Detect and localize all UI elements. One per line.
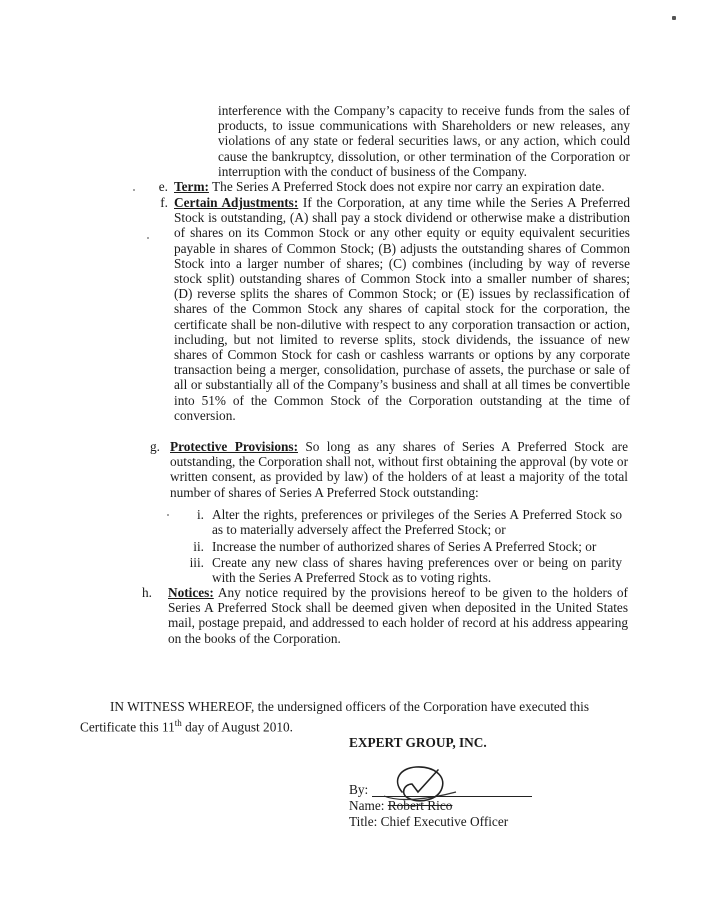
section-letter: h.: [142, 585, 152, 600]
witness-lead: IN WITNESS WHEREOF, the undersigned officers of the Corporation have executed this Certificate this 11: [80, 699, 589, 735]
subitem-ii: [178, 539, 626, 555]
section-h-notices: [140, 585, 630, 651]
signer-title: Chief Executive Officer: [380, 814, 509, 829]
signer-name-line: [349, 798, 452, 813]
witness-clause: [80, 699, 620, 735]
subitem-text: Alter the rights, preferences or privileges of the Series A Preferred Stock so as to materially adversely affect the Preferred Stock; or: [212, 507, 622, 538]
witness-superscript: th: [174, 718, 182, 729]
subitem-number: iii.: [189, 555, 204, 570]
section-letter: f.: [160, 195, 168, 210]
subitem-number: i.: [196, 507, 204, 522]
section-heading: Protective Provisions:: [170, 439, 298, 454]
signature-rule: [372, 786, 532, 797]
scan-speck: [133, 189, 135, 191]
subitem-i: [178, 507, 626, 539]
section-heading: Notices:: [168, 585, 214, 600]
section-g-protective-provisions: [148, 439, 630, 505]
scan-speck: [147, 237, 149, 239]
subitem-number: ii.: [193, 539, 204, 554]
title-label: Title:: [349, 814, 378, 829]
subitem-text: Create any new class of shares having preferences over or being on parity with the Series A Preferred Stock as to voting rights.: [212, 555, 622, 586]
signature-by-line: [349, 782, 532, 797]
section-heading: Term:: [174, 179, 209, 194]
section-heading: Certain Adjustments:: [174, 195, 299, 210]
section-body: Any notice required by the provisions hereof to be given to the holders of Series A Preferred Stock shall be deemed given when deposited in the United States mail, postage prepaid, and addressed to each holder of record at his address appearing on the books of the Corporation.: [168, 585, 628, 646]
company-name: EXPERT GROUP, INC.: [349, 735, 487, 750]
section-f-certain-adjustments: [158, 195, 630, 455]
section-body: The Series A Preferred Stock does not expire nor carry an expiration date.: [208, 179, 605, 194]
section-body: If the Corporation, at any time while the Series A Preferred Stock is outstanding, (A) shall pay a stock dividend or otherwise make a distribution of shares on its Common Stock or any other equity or equity equivalent securities payable in shares of Common Stock; (B) adjusts the outstanding shares of Common Stock into a larger number of shares; (C) combines (including by way of reverse stock split) outstanding shares of Common Stock into a smaller number of shares; (D) reverse splits the shares of Common Stock; or (E) issues by reclassification of shares of the Common Stock any shares of capital stock for the corporation, the certificate shall be non-dilutive with respect to any corporation transaction or action, including, but not limited to reverse splits, stock dividends, the issuance of new shares of Common Stock for cash or cashless warrants or options by any corporate transaction being a merger, consolidation, purchase of assets, the purchase or sale of all or substantially all of the Company’s business and shall at all times be convertible into 51% of the Common Stock of the Corporation outstanding at the time of conversion.: [174, 195, 630, 423]
scan-speck: [167, 514, 169, 516]
section-e-term: [158, 179, 630, 195]
continuation-paragraph: interference with the Company’s capacity to receive funds from the sales of products, to issue communications with Shareholders or new releases, any violations of any state or federal securities laws, or any action, which could cause the bankruptcy, dissolution, or other termination of the Corporation or interruption with the conduct of business of the Company.: [218, 103, 630, 179]
scan-mark: [672, 16, 676, 20]
name-label: Name:: [349, 798, 385, 813]
subitem-text: Increase the number of authorized shares of Series A Preferred Stock; or: [212, 539, 597, 554]
signer-name: Robert Rico: [387, 798, 453, 813]
section-body: So long as any shares of Series A Preferred Stock are outstanding, the Corporation shall not, without first obtaining the approval (by vote or written consent, as provided by law) of the holders of at least a majority of the total number of shares of Series A Preferred Stock outstanding:: [170, 439, 628, 500]
section-letter: e.: [158, 179, 168, 194]
witness-tail: day of August 2010.: [181, 719, 293, 735]
signer-title-line: [349, 814, 508, 829]
by-label: By:: [349, 782, 369, 797]
subitem-iii: [178, 555, 626, 587]
section-letter: g.: [150, 439, 160, 454]
